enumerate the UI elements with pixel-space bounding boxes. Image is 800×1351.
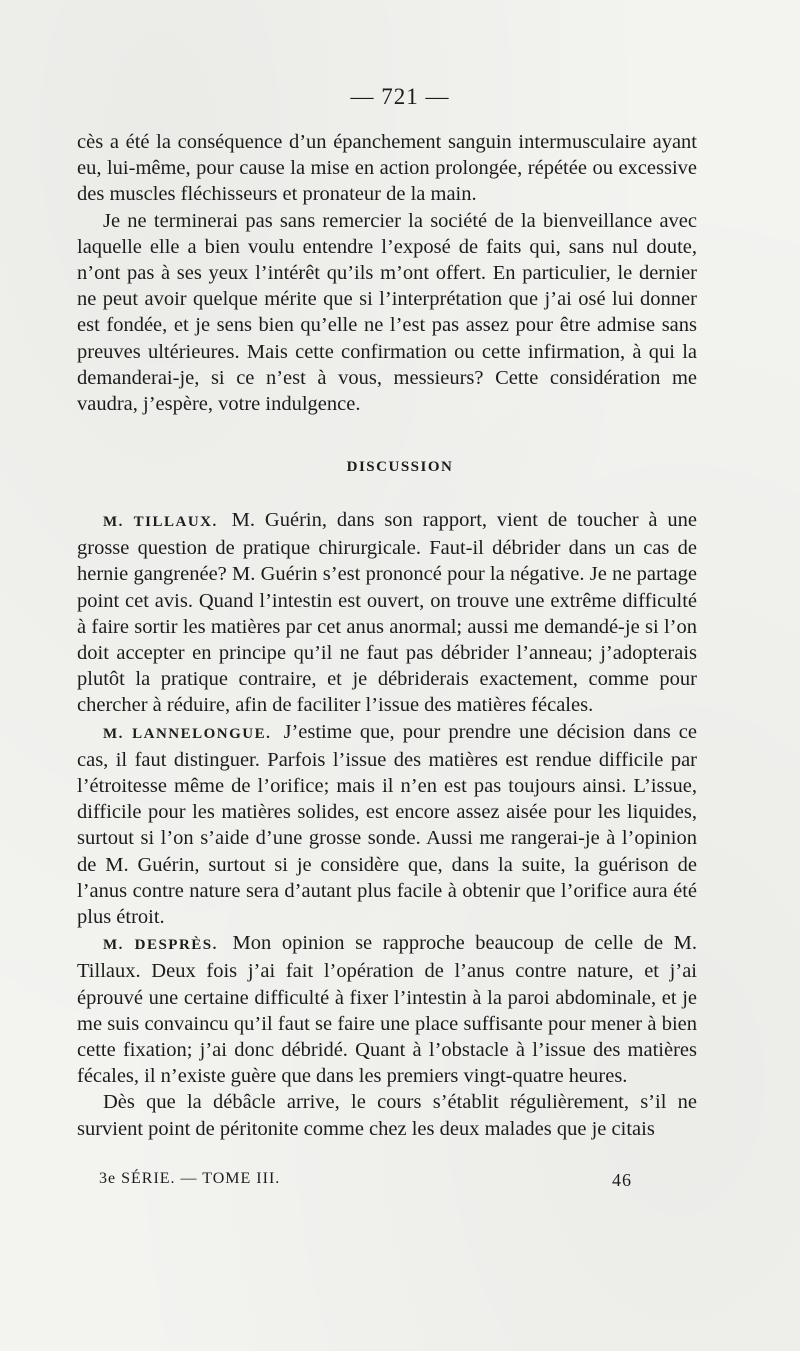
- discussion-entry-tillaux: [77, 507, 697, 719]
- footer-series: 3e SÉRIE. — TOME III.: [99, 1170, 281, 1187]
- intro-text: [77, 129, 697, 417]
- speaker-name: M. LANNELONGUE.: [103, 725, 272, 742]
- page-number: — 721 —: [350, 84, 450, 109]
- speaker-statement: J’estime que, pour prendre une décision dans ce cas, il faut distinguer. Parfois l’issue des matières est rendue difficile par l’étroitesse même de l’orifice; mais il n’en est pas toujours ainsi. L’issue, difficile pour les matières solides, est encore assez aisée pour les liquides, surtout si l’on s’aide d’une grosse sonde. Aussi me rangerai-je à l’opinion de M. Guérin, surtout si je considère que, dans la suite, la guérison de l’anus contre nature sera d’autant plus facile à obtenir que l’orifice aura été plus étroit.: [77, 720, 697, 929]
- intro-paragraph-2: Je ne terminerai pas sans remercier la société de la bienveillance avec laquelle elle a bien voulu entendre l’exposé de faits qui, sans nul doute, n’ont pas à ses yeux l’intérêt qu’ils m’ont offert. En particulier, le dernier ne peut avoir quelque mérite que si l’interprétation que j’ai osé lui donner est fondée, et je sens bien qu’elle ne l’est pas assez pour être admise sans preuves ultérieures. Mais cette confirmation ou cette infirmation, à qui la demanderai-je, si ce n’est à vous, messieurs? Cette considération me vaudra, j’espère, votre indulgence.: [77, 209, 697, 416]
- speaker-name: M. DESPRÈS.: [103, 937, 218, 954]
- discussion-heading: DISCUSSION: [346, 459, 454, 475]
- discussion-entry-lannelongue: [77, 719, 697, 931]
- discussion-closing-paragraph: Dès que la débâcle arrive, le cours s’établit régulièrement, s’il ne survient point de péritonite comme chez les deux malades que je citais: [77, 1091, 697, 1140]
- speaker-name: M. TILLAUX.: [103, 514, 218, 530]
- speaker-statement: Mon opinion se rapproche beaucoup de celle de M. Tillaux. Deux fois j’ai fait l’opération de l’anus contre nature, et j’ai éprouvé une certaine difficulté à fixer l’intestin à la paroi abdominale, et je me suis convaincu qu’il faut se faire une place suffisante pour mener à bien cette fixation; j’ai donc débridé. Quant à l’obstacle à l’issue des matières fécales, il n’existe guère que dans les premiers vingt-quatre heures.: [77, 932, 697, 1088]
- speaker-statement: M. Guérin, dans son rapport, vient de toucher à une grosse question de pratique chirurgicale. Faut-il débrider dans un cas de hernie gangrenée? M. Guérin s’est prononcé pour la négative. Je ne partage point cet avis. Quand l’intestin est ouvert, on trouve une extrême difficulté à faire sortir les matières par cet anus anormal; aussi me demandé-je si l’on doit accepter en principe qu’il ne faut pas débrider l’anneau; j’adopterais plutôt la pratique contraire, et je débriderais exactement, comme pour chercher à réduire, afin de faciliter l’issue des matières fécales.: [77, 509, 698, 717]
- discussion-entry-despres: [77, 930, 697, 1089]
- footer-signature-number: 46: [612, 1170, 632, 1190]
- discussion-text: [77, 507, 697, 1142]
- intro-paragraph-1: cès a été la conséquence d’un épanchement sanguin intermusculaire ayant eu, lui-même, pour cause la mise en action prolongée, répétée ou excessive des muscles fléchisseurs et pronateur de la main.: [77, 131, 697, 206]
